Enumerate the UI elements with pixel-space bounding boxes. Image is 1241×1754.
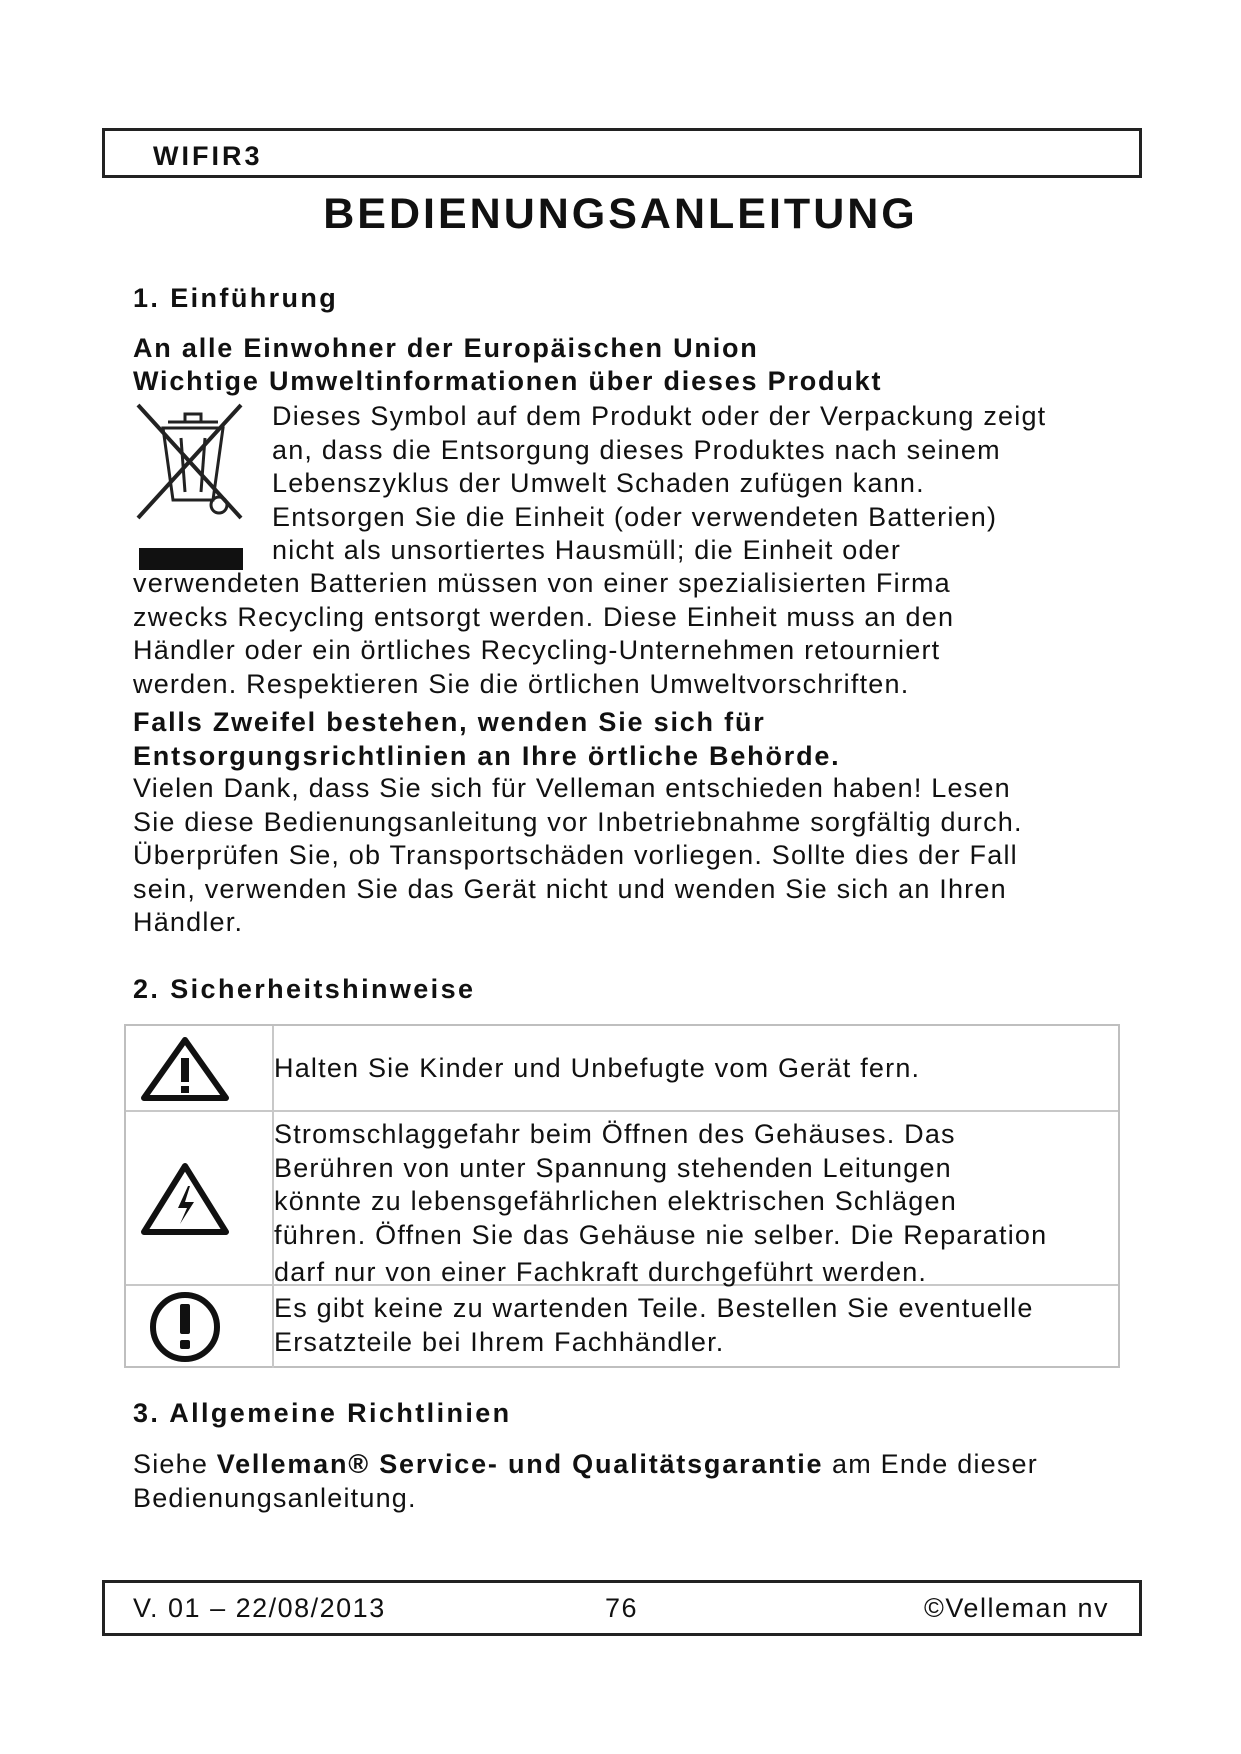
section-2-heading: 2. Sicherheitshinweise bbox=[133, 974, 476, 1004]
safety-text bbox=[274, 1052, 920, 1086]
weee-cont-line: werden. Respektieren Sie die örtlichen Umweltvorschriften. bbox=[133, 668, 910, 699]
safety-line: Stromschlaggefahr beim Öffnen des Gehäuses. Das bbox=[274, 1119, 956, 1149]
weee-cont-line: zwecks Recycling entsorgt werden. Diese Einheit muss an den bbox=[133, 601, 955, 632]
weee-line: nicht als unsortiertes Hausmüll; die Einheit oder bbox=[272, 535, 902, 565]
safety-row bbox=[126, 1026, 1118, 1112]
warning-triangle-icon bbox=[140, 1036, 230, 1102]
safety-table bbox=[124, 1024, 1120, 1368]
doubt-line: Falls Zweifel bestehen, wenden Sie sich für bbox=[133, 707, 766, 737]
thanks-text bbox=[133, 772, 1023, 940]
weee-line: Entsorgen Sie die Einheit (oder verwendeten Batterien) bbox=[272, 501, 998, 532]
warranty-line-2: Bedienungsanleitung. bbox=[133, 1482, 417, 1513]
weee-line: Dieses Symbol auf dem Produkt oder der Verpackung zeigt bbox=[272, 401, 1047, 431]
safety-line: könnte zu lebensgefährlichen elektrischen Schlägen bbox=[274, 1186, 957, 1216]
weee-continued-text bbox=[133, 567, 954, 701]
thanks-line: Überprüfen Sie, ob Transportschäden vorliegen. Sollte dies der Fall bbox=[133, 840, 1018, 870]
safety-line: Ersatzteile bei Ihrem Fachhändler. bbox=[274, 1326, 725, 1357]
thanks-line: Sie diese Bedienungsanleitung vor Inbetriebnahme sorgfältig durch. bbox=[133, 806, 1023, 837]
electric-shock-icon bbox=[140, 1162, 230, 1238]
footer-box bbox=[102, 1580, 1142, 1636]
model-name: WIFIR3 bbox=[153, 141, 263, 171]
section-1-heading: 1. Einführung bbox=[133, 283, 339, 313]
version-date: V. 01 – 22/08/2013 bbox=[133, 1593, 386, 1623]
weee-text-block bbox=[272, 400, 1046, 568]
thanks-line: sein, verwenden Sie das Gerät nicht und wenden Sie sich an Ihren bbox=[133, 873, 1007, 904]
eu-heading: An alle Einwohner der Europäischen Union bbox=[133, 333, 759, 363]
safety-line: darf nur von einer Fachkraft durchgeführt werden. bbox=[274, 1257, 928, 1287]
weee-cont-line: Händler oder ein örtliches Recycling-Unternehmen retourniert bbox=[133, 635, 941, 665]
warranty-line bbox=[133, 1448, 1038, 1482]
header-box bbox=[102, 128, 1142, 178]
weee-line: Lebenszyklus der Umwelt Schaden zufügen kann. bbox=[272, 468, 925, 498]
safety-line: Es gibt keine zu wartenden Teile. Bestellen Sie eventuelle bbox=[274, 1293, 1034, 1323]
exclamation-circle-icon bbox=[140, 1290, 230, 1364]
environment-heading: Wichtige Umweltinformationen über dieses Produkt bbox=[133, 366, 883, 396]
page-number: 76 bbox=[605, 1593, 639, 1623]
copyright: ©Velleman nv bbox=[924, 1593, 1109, 1623]
thanks-line: Händler. bbox=[133, 907, 244, 937]
safety-row bbox=[126, 1112, 1118, 1286]
weee-line: an, dass die Entsorgung dieses Produktes nach seinem bbox=[272, 434, 1001, 465]
safety-line: Halten Sie Kinder und Unbefugte vom Gerät fern. bbox=[274, 1053, 921, 1083]
warranty-reference: Velleman® Service- und Qualitätsgarantie bbox=[216, 1449, 824, 1479]
warranty-text bbox=[133, 1448, 1038, 1515]
section-3-heading: 3. Allgemeine Richtlinien bbox=[133, 1398, 512, 1428]
doubt-line: Entsorgungsrichtlinien an Ihre örtliche Behörde. bbox=[133, 740, 841, 771]
thanks-line: Vielen Dank, dass Sie sich für Velleman entschieden haben! Lesen bbox=[133, 773, 1011, 803]
weee-cont-line: verwendeten Batterien müssen von einer spezialisierten Firma bbox=[133, 568, 951, 598]
safety-row bbox=[126, 1286, 1118, 1368]
safety-line: führen. Öffnen Sie das Gehäuse nie selber. Die Reparation bbox=[274, 1219, 1048, 1250]
warranty-suffix: am Ende dieser bbox=[823, 1449, 1038, 1479]
page-title: BEDIENUNGSANLEITUNG bbox=[323, 190, 918, 238]
doubt-notice bbox=[133, 706, 840, 773]
safety-line: Berühren von unter Spannung stehenden Leitungen bbox=[274, 1152, 952, 1183]
warranty-prefix: Siehe bbox=[133, 1449, 217, 1479]
safety-text bbox=[274, 1118, 1047, 1290]
safety-text bbox=[274, 1292, 1034, 1359]
weee-bin-icon bbox=[133, 400, 253, 575]
